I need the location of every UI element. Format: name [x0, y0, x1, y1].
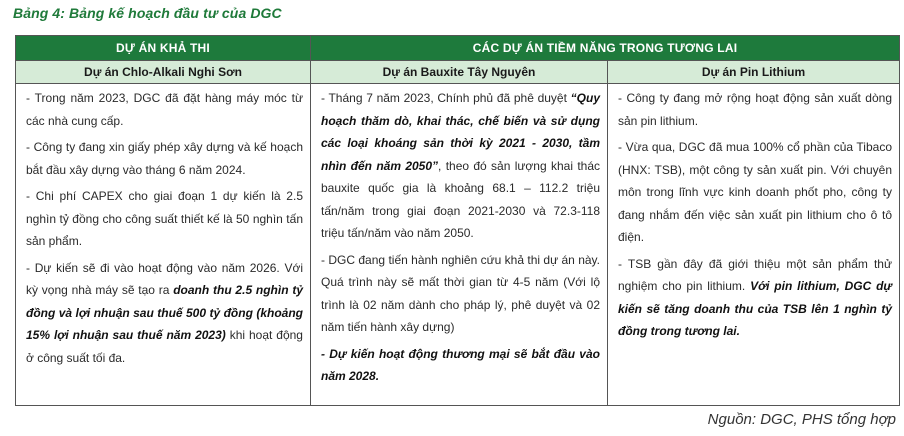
bauxite-note-3: - Dự kiến hoạt động thương mại sẽ bắt đầu vào năm 2028. — [321, 346, 600, 383]
group-header-row — [16, 36, 900, 61]
lithium-cell — [608, 84, 900, 406]
header-chlo-alkali: Dự án Chlo-Alkali Nghi Sơn — [16, 61, 311, 84]
chlo-alkali-note-4 — [26, 257, 303, 370]
bauxite-note-1 — [321, 87, 600, 245]
investment-plan-table — [15, 35, 900, 406]
project-header-row — [16, 61, 900, 84]
chlo-alkali-note-4-text: - Dự kiến sẽ đi vào hoạt động vào năm 2026. Với kỳ vọng nhà máy sẽ tạo ra — [26, 260, 303, 297]
chlo-alkali-note-3: - Chi phí CAPEX cho giai đoạn 1 dự kiến là 2.5 nghìn tỷ đồng cho công suất thiết kế là 50 nghìn tấn sản phẩm. — [26, 189, 303, 248]
header-bauxite: Dự án Bauxite Tây Nguyên — [311, 61, 608, 84]
lithium-note-2: - Vừa qua, DGC đã mua 100% cổ phần của Tibaco (HNX: TSB), một công ty sản xuất pin. Với chuyên môn trong lĩnh vực kinh doanh phốt pho, công ty đang nhắm đến việc sản xuất pin lithium cho ô tô điện. — [618, 140, 892, 244]
bauxite-note-1-text: - Tháng 7 năm 2023, Chính phủ đã phê duyệt — [321, 91, 571, 105]
bauxite-note-1-highlight: “Quy hoạch thăm dò, khai thác, chế biến và sử dụng các loại khoáng sản thời kỳ 2021 - 2030, tầm nhìn đến năm 2050” — [321, 91, 600, 173]
bauxite-cell — [311, 84, 608, 406]
chlo-alkali-note-1: - Trong năm 2023, DGC đã đặt hàng máy móc từ các nhà cung cấp. — [26, 91, 303, 128]
header-feasible-projects: DỰ ÁN KHẢ THI — [16, 36, 311, 61]
chlo-alkali-cell — [16, 84, 311, 406]
bauxite-note-1-tail: , theo đó sản lượng khai thác bauxite quốc gia là khoảng 68.1 – 112.2 triệu tấn/năm trong giai đoạn 2021-2030 và 72.3-118 triệu tấn/năm vào năm 2050. — [321, 158, 601, 240]
chlo-alkali-note-2: - Công ty đang xin giấy phép xây dựng và kế hoạch bắt đầu xây dựng vào tháng 6 năm 2024. — [26, 140, 303, 177]
chlo-alkali-note-4-tail: khi hoạt động ở công suất tối đa. — [26, 328, 303, 365]
header-lithium: Dự án Pin Lithium — [608, 61, 900, 84]
chlo-alkali-note-4-highlight: doanh thu 2.5 nghìn tỷ đồng và lợi nhuận sau thuế 500 tỷ đồng (khoảng 15% lợi nhuận sau thuế năm 2023) — [26, 283, 304, 342]
lithium-note-1: - Công ty đang mở rộng hoạt động sản xuất dòng sản pin lithium. — [618, 91, 892, 128]
header-potential-projects: CÁC DỰ ÁN TIỀM NĂNG TRONG TƯƠNG LAI — [311, 36, 900, 61]
table-title: Bảng 4: Bảng kế hoạch đầu tư của DGC — [13, 5, 282, 21]
source-note: Nguồn: DGC, PHS tổng hợp — [707, 411, 896, 428]
lithium-note-3-highlight: Với pin lithium, DGC dự kiến sẽ tăng doanh thu của TSB lên 1 nghìn tỷ đồng trong tương lai. — [618, 279, 892, 338]
lithium-note-3-text: - TSB gần đây đã giới thiệu một sản phẩm thử nghiệm cho pin lithium. — [618, 256, 892, 293]
table-row — [16, 84, 900, 406]
lithium-note-3 — [618, 253, 892, 343]
bauxite-note-2: - DGC đang tiến hành nghiên cứu khả thi dự án này. Quá trình này sẽ mất thời gian từ 4-5 năm (Với lộ trình là 02 năm dành cho pháp lý, phê duyệt và 02 năm tiến hành xây dựng) — [321, 252, 600, 334]
